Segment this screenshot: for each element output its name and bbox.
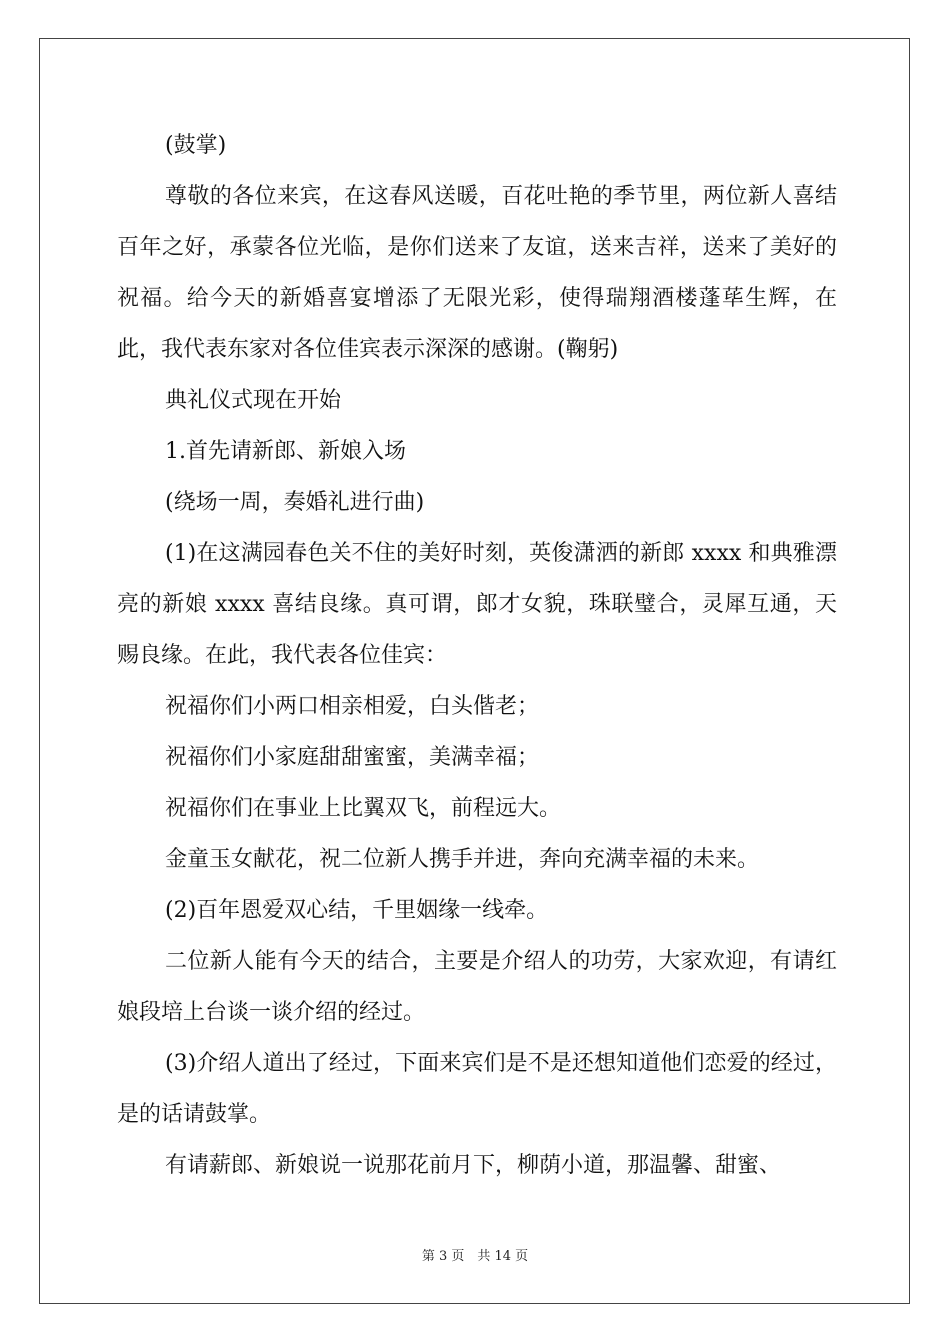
paragraph: 尊敬的各位来宾，在这春风送暖，百花吐艳的季节里，两位新人喜结百年之好，承蒙各位光临，是你们送来了友谊，送来吉祥，送来了美好的祝福。给今天的新婚喜宴增添了无限光彩，使得瑞翔酒楼蓬荜生辉，在此，我代表东家对各位佳宾表示深深的感谢。(鞠躬) — [117, 184, 837, 362]
paragraph: 祝福你们小两口相亲相爱，白头偕老； — [165, 694, 540, 719]
page-footer: 第 3 页 共 14 页 — [421, 1249, 529, 1264]
paragraph: 金童玉女献花，祝二位新人携手并进，奔向充满幸福的未来。 — [165, 847, 760, 872]
paragraph: 二位新人能有今天的结合，主要是介绍人的功劳，大家欢迎，有请红娘段培上台谈一谈介绍的经过。 — [117, 949, 837, 1025]
paragraph: (鼓掌) — [165, 133, 227, 158]
paragraph: (绕场一周，奏婚礼进行曲) — [165, 490, 425, 515]
paragraph: 祝福你们小家庭甜甜蜜蜜，美满幸福； — [165, 745, 540, 770]
paragraph: 祝福你们在事业上比翼双飞，前程远大。 — [165, 796, 562, 821]
paragraph: (1)在这满园春色关不住的美好时刻，英俊潇洒的新郎 xxxx 和典雅漂亮的新娘 xxxx 喜结良缘。真可谓，郎才女貌，珠联璧合，灵犀互通，天赐良缘。在此，我代表各位佳宾： — [117, 541, 837, 668]
paragraph: 典礼仪式现在开始 — [165, 388, 342, 413]
document-body — [117, 120, 837, 1191]
paragraph: 有请薪郎、新娘说一说那花前月下，柳荫小道，那温馨、甜蜜、 — [165, 1153, 782, 1178]
paragraph: (2)百年恩爱双心结，千里姻缘一线牵。 — [165, 898, 549, 923]
paragraph: 1.首先请新郎、新娘入场 — [165, 439, 406, 464]
paragraph: (3)介绍人道出了经过，下面来宾们是不是还想知道他们恋爱的经过，是的话请鼓掌。 — [117, 1051, 837, 1127]
